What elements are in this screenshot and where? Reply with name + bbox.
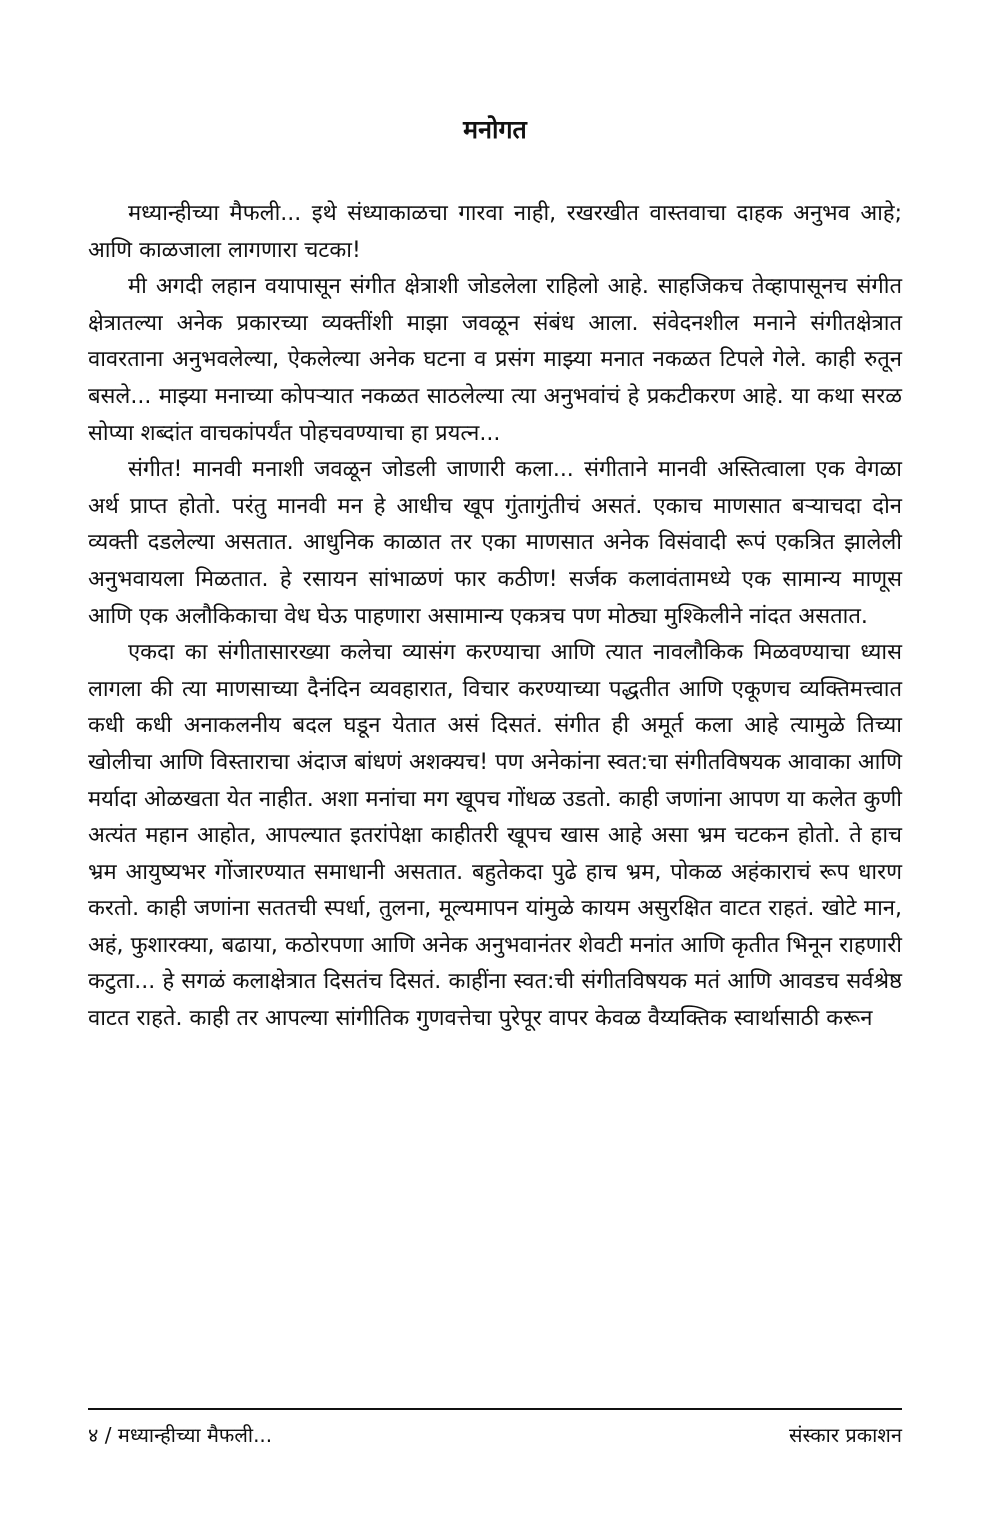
page-title: मनोगत — [463, 115, 527, 144]
paragraph-2: मी अगदी लहान वयापासून संगीत क्षेत्राशी जोडलेला राहिलो आहे. साहजिकच तेव्हापासूनच संगीत क्षेत्रातल्या अनेक प्रकारच्या व्यक्तींशी माझा जवळून संबंध आला. संवेदनशील मनाने संगीतक्षेत्रात वावरताना अनुभवलेल्या, ऐकलेल्या अनेक घटना व प्रसंग माझ्या मनात नकळत टिपले गेले. काही रुतून बसले... माझ्या मनाच्या कोपऱ्यात नकळत साठलेल्या त्या अनुभवांचं हे प्रकटीकरण आहे. या कथा सरळ सोप्या शब्दांत वाचकांपर्यंत पोहचवण्याचा हा प्रयत्न... — [88, 274, 902, 446]
paragraph-4: एकदा का संगीतासारख्या कलेचा व्यासंग करण्याचा आणि त्यात नावलौकिक मिळवण्याचा ध्यास लागला की त्या माणसाच्या दैनंदिन व्यवहारात, विचार करण्याच्या पद्धतीत आणि एकूणच व्यक्तिमत्त्वात कधी कधी अनाकलनीय बदल घडून येतात असं दिसतं. संगीत ही अमूर्त कला आहे त्यामुळे तिच्या खोलीचा आणि विस्ताराचा अंदाज बांधणं अशक्यच! पण अनेकांना स्वत:चा संगीतविषयक आवाका आणि मर्यादा ओळखता येत नाहीत. अशा मनांचा मग खूपच गोंधळ उडतो. काही जणांना आपण या कलेत कुणी अत्यंत महान आहोत, आपल्यात इतरांपेक्षा काहीतरी खूपच खास आहे असा भ्रम चटकन होतो. ते हाच भ्रम आयुष्यभर गोंजारण्यात समाधानी असतात. बहुतेकदा पुढे हाच भ्रम, पोकळ अहंकाराचं रूप धारण करतो. काही जणांना सततची स्पर्धा, तुलना, मूल्यमापन यांमुळे कायम असुरक्षित वाटत राहतं. खोटे मान, अहं, फुशारक्या, बढाया, कठोरपणा आणि अनेक अनुभवानंतर शेवटी मनांत आणि कृतीत भिनून राहणारी कटुता... हे सगळं कलाक्षेत्रात दिसतंच दिसतं. काहींना स्वत:ची संगीतविषयक मतं आणि आवडच सर्वश्रेष्ठ वाटत राहते. काही तर आपल्या सांगीतिक गुणवत्तेचा पुरेपूर वापर केवळ वैय्यक्तिक स्वार्थासाठी करून — [88, 640, 902, 1032]
footer-page-number-and-title: ४ / मध्यान्हीच्या मैफली... — [88, 1423, 273, 1447]
paragraph-3: संगीत! मानवी मनाशी जवळून जोडली जाणारी कला... संगीताने मानवी अस्तित्वाला एक वेगळा अर्थ प्राप्त होतो. परंतु मानवी मन हे आधीच खूप गुंतागुंतीचं असतं. एकाच माणसात बऱ्याचदा दोन व्यक्ती दडलेल्या असतात. आधुनिक काळात तर एका माणसात अनेक विसंवादी रूपं एकत्रित झालेली अनुभवायला मिळतात. हे रसायन सांभाळणं फार कठीण! सर्जक कलावंतामध्ये एक सामान्य माणूस आणि एक अलौकिकाचा वेध घेऊ पाहणारा असामान्य एकत्रच पण मोठ्या मुश्किलीने नांदत असतात. — [88, 457, 902, 629]
page-footer — [88, 1420, 902, 1450]
footer-divider — [88, 1408, 902, 1410]
paragraph-1: मध्यान्हीच्या मैफली... इथे संध्याकाळचा गारवा नाही, रखरखीत वास्तवाचा दाहक अनुभव आहे; आणि काळजाला लागणारा चटका! — [88, 201, 902, 263]
footer-publisher: संस्कार प्रकाशन — [789, 1423, 902, 1447]
body-text — [88, 196, 902, 1038]
book-page — [88, 0, 902, 1530]
